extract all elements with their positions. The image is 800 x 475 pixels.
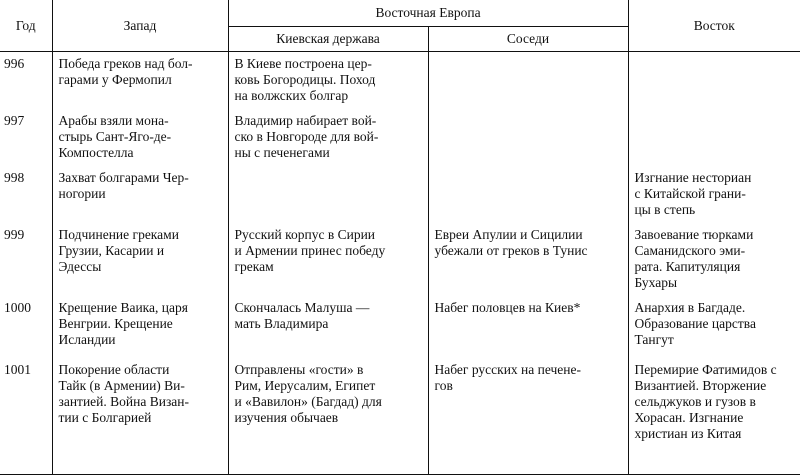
kievan-cell: Отправлены «гости» в Рим, Иерусалим, Египет и «Вавилон» (Багдад) для изучения обычаев — [228, 358, 428, 475]
east-cell: Изгнание несториан с Китайской грани- цы в степь — [628, 166, 800, 223]
west-cell: Захват болгарами Чер- ногории — [52, 166, 228, 223]
table-row — [0, 52, 800, 109]
kievan-cell: В Киеве построена цер- ковь Богородицы. Поход на волжских болгар — [228, 52, 428, 109]
neighbors-cell — [428, 109, 628, 166]
east-cell: Анархия в Багдаде. Образование царства Тангут — [628, 296, 800, 358]
table-row — [0, 109, 800, 166]
neighbors-cell — [428, 166, 628, 223]
west-cell: Крещение Ваика, царя Венгрии. Крещение Исландии — [52, 296, 228, 358]
year-cell: 998 — [4, 169, 25, 185]
neighbors-cell: Евреи Апулии и Сицилии убежали от греков в Тунис — [428, 223, 628, 296]
header-east: Восток — [628, 0, 800, 52]
header-eastern-europe: Восточная Европа — [228, 0, 628, 27]
header-west: Запад — [52, 0, 228, 52]
east-cell — [628, 109, 800, 166]
east-cell: Перемирие Фатимидов с Византией. Вторжение сельджуков и гузов в Хорасан. Изгнание христиан из Китая — [628, 358, 800, 475]
west-cell: Победа греков над бол- гарами у Фермопил — [52, 52, 228, 109]
year-cell: 997 — [4, 112, 25, 128]
kievan-cell — [228, 166, 428, 223]
table-row — [0, 296, 800, 358]
year-cell: 996 — [4, 56, 25, 71]
neighbors-cell — [428, 52, 628, 109]
west-cell: Покорение области Тайк (в Армении) Ви- зантией. Война Визан- тии с Болгарией — [52, 358, 228, 475]
east-cell — [628, 52, 800, 109]
west-cell: Подчинение греками Грузии, Касарии и Эдессы — [52, 223, 228, 296]
header-kievan: Киевская держава — [228, 27, 428, 52]
table-row — [0, 358, 800, 475]
table-row — [0, 166, 800, 223]
kievan-cell: Русский корпус в Сирии и Армении принес победу грекам — [228, 223, 428, 296]
header-neighbors: Соседи — [428, 27, 628, 52]
west-cell: Арабы взяли мона- стырь Сант-Яго-де- Компостелла — [52, 109, 228, 166]
kievan-cell: Владимир набирает вой- ско в Новгороде для вой- ны с печенегами — [228, 109, 428, 166]
east-cell: Завоевание тюрками Саманидского эми- рата. Капитуляция Бухары — [628, 223, 800, 296]
header-year: Год — [0, 0, 52, 52]
year-cell: 999 — [4, 226, 25, 242]
table-row — [0, 223, 800, 296]
neighbors-cell: Набег половцев на Киев* — [428, 296, 628, 358]
neighbors-cell: Набег русских на печене- гов — [428, 358, 628, 475]
year-cell: 1000 — [4, 299, 31, 315]
kievan-cell: Скончалась Малуша — мать Владимира — [228, 296, 428, 358]
year-cell: 1001 — [0, 358, 52, 475]
